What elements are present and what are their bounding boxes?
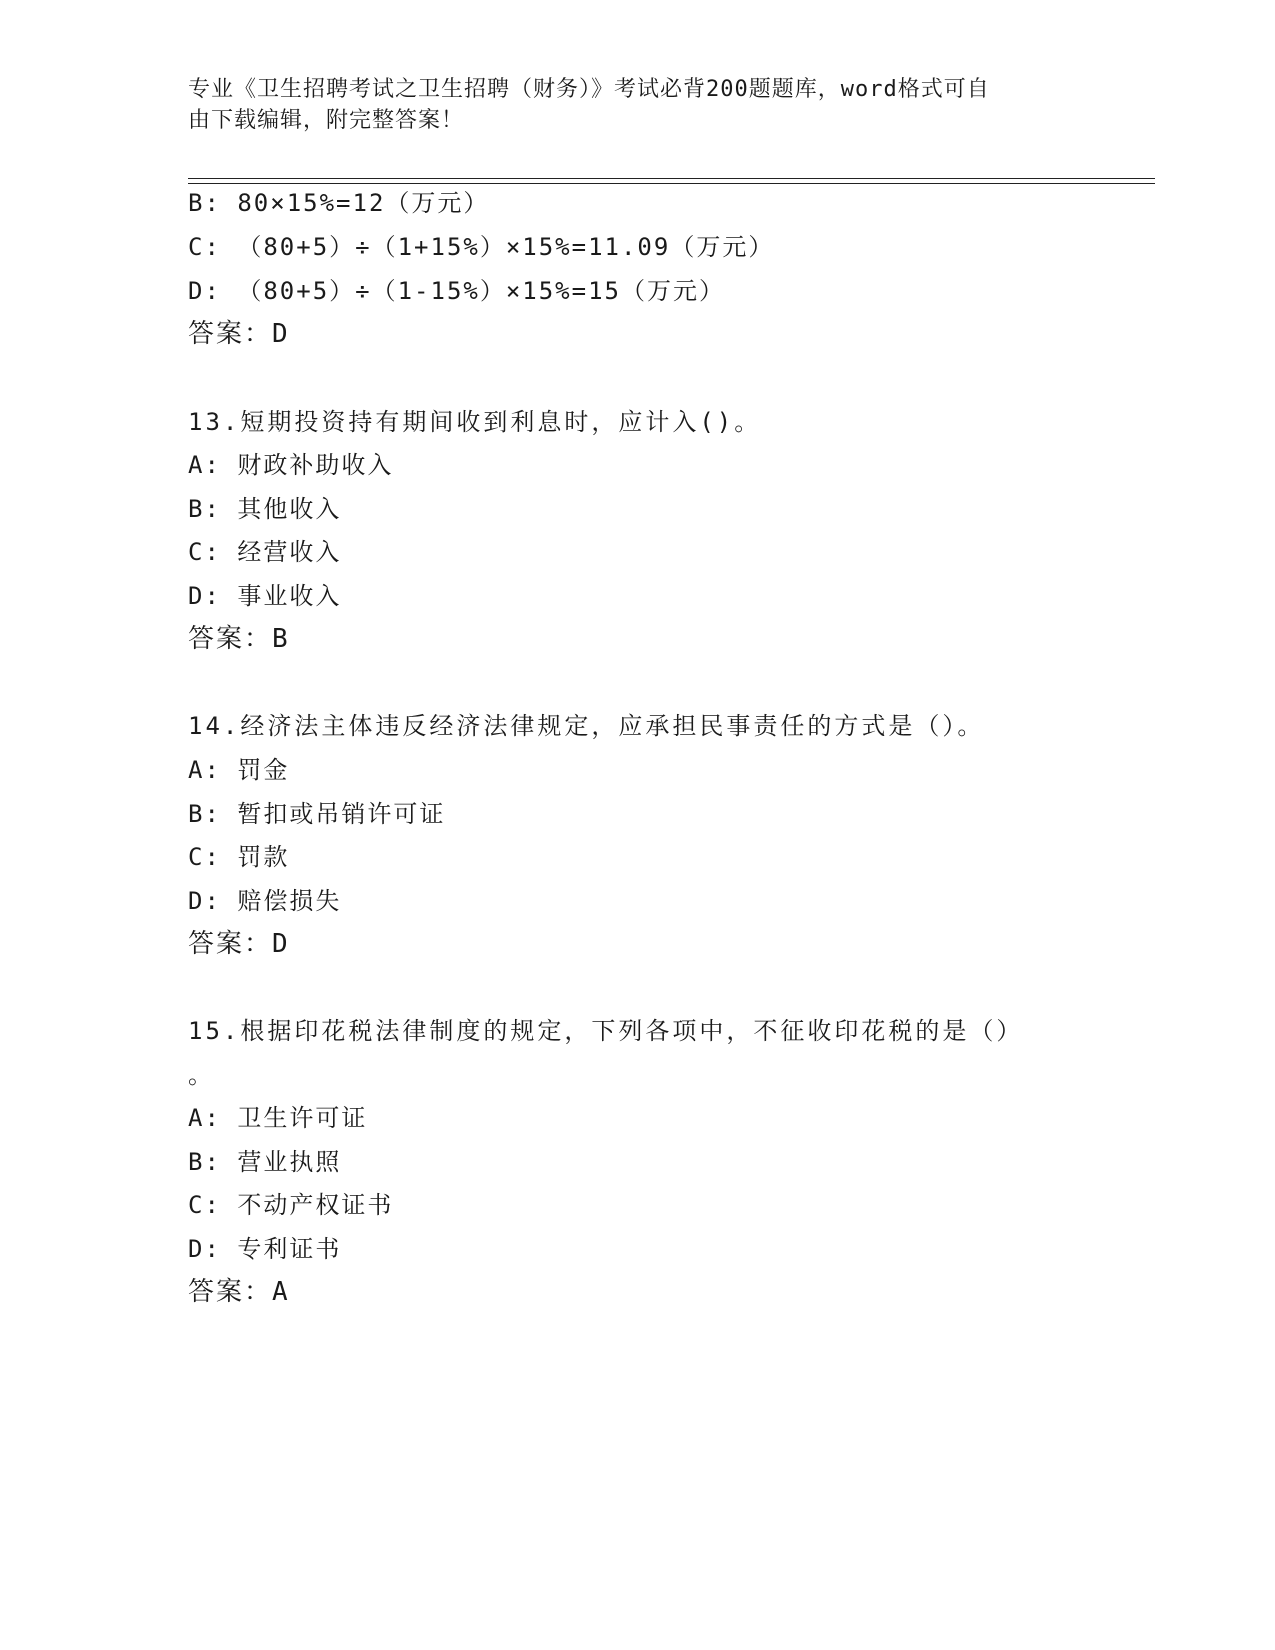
q14-option-d: D: 赔偿损失 bbox=[188, 887, 342, 915]
q15-option-b: B: 营业执照 bbox=[188, 1148, 342, 1176]
answer-value: B bbox=[272, 624, 290, 654]
answer-label: 答案： bbox=[188, 319, 273, 349]
answer-value: D bbox=[272, 929, 290, 959]
q13-option-d: D: 事业收入 bbox=[188, 582, 342, 610]
answer-label: 答案： bbox=[188, 624, 273, 654]
q14-answer bbox=[188, 929, 290, 959]
q15-question-line-1: 15.根据印花税法律制度的规定，下列各项中，不征收印花税的是（） bbox=[188, 1017, 1024, 1045]
q13-question: 13.短期投资持有期间收到利息时，应计入()。 bbox=[188, 408, 762, 436]
q12-option-b: B: 80×15%=12（万元） bbox=[188, 189, 490, 217]
header-divider-top bbox=[188, 178, 1155, 179]
document-header bbox=[188, 74, 1088, 136]
q12-answer bbox=[188, 319, 290, 349]
q13-option-b: B: 其他收入 bbox=[188, 495, 342, 523]
q14-question: 14.经济法主体违反经济法律规定，应承担民事责任的方式是（）。 bbox=[188, 712, 985, 740]
q13-option-a: A: 财政补助收入 bbox=[188, 451, 394, 479]
q14-option-a: A: 罚金 bbox=[188, 756, 290, 784]
header-line-2: 由下载编辑，附完整答案！ bbox=[188, 108, 465, 133]
answer-label: 答案： bbox=[188, 929, 273, 959]
q15-option-d: D: 专利证书 bbox=[188, 1235, 342, 1263]
answer-label: 答案： bbox=[188, 1277, 273, 1307]
q15-option-c: C: 不动产权证书 bbox=[188, 1191, 394, 1219]
answer-value: A bbox=[272, 1277, 290, 1307]
q13-option-c: C: 经营收入 bbox=[188, 538, 342, 566]
q15-option-a: A: 卫生许可证 bbox=[188, 1104, 368, 1132]
q12-option-c: C: （80+5）÷（1+15%）×15%=11.09（万元） bbox=[188, 233, 775, 261]
header-divider-bottom bbox=[188, 183, 1155, 184]
q15-answer bbox=[188, 1277, 290, 1307]
q12-option-d: D: （80+5）÷（1-15%）×15%=15（万元） bbox=[188, 277, 725, 305]
header-line-1: 专业《卫生招聘考试之卫生招聘（财务）》考试必背200题题库，word格式可自 bbox=[188, 77, 990, 102]
q15-question-line-2: 。 bbox=[188, 1061, 214, 1089]
q14-option-c: C: 罚款 bbox=[188, 843, 290, 871]
answer-value: D bbox=[272, 319, 290, 349]
q13-answer bbox=[188, 624, 290, 654]
q14-option-b: B: 暂扣或吊销许可证 bbox=[188, 800, 446, 828]
